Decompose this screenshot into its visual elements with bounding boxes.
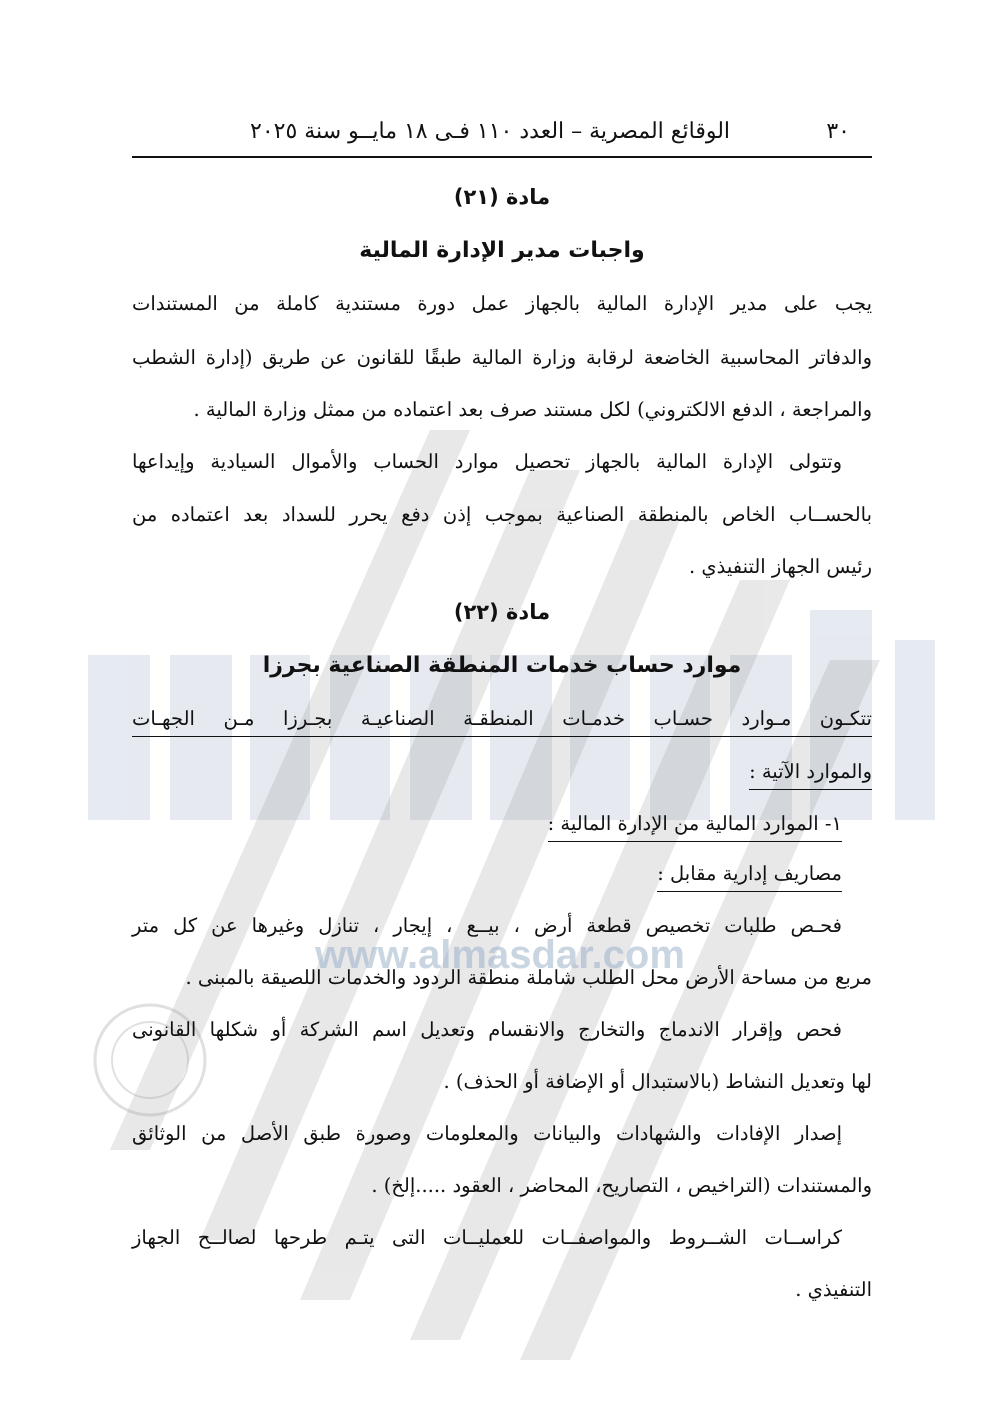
item-1-heading: ١- الموارد المالية من الإدارة المالية : <box>548 812 842 842</box>
article-21-line: وتتولى الإدارة المالية بالجهاز تحصيل موارد الحساب والأموال السيادية وإيداعها <box>132 450 842 473</box>
article-21-line: بالحســاب الخاص بالمنطقة الصناعية بموجب إذن دفع يحرر للسداد بعد اعتماده من <box>132 503 872 526</box>
article-22-line: مربع من مساحة الأرض محل الطلب شاملة منطقة الردود والخدمات اللصيقة بالمبنى . <box>185 966 872 989</box>
article-22-line: التنفيذي . <box>795 1278 872 1301</box>
article-22-line: فحـص طلبات تخصيص قطعة أرض ، بيــع ، إيجار ، تنازل وغيرها عن كل متر <box>132 914 842 937</box>
article-22-intro-line: تتكـون مـوارد حسـاب خدمـات المنطقـة الصناعيـة بجـرزا مـن الجهـات <box>132 707 872 737</box>
article-22-intro-line-wrap <box>749 760 872 790</box>
article-22-number: مادة (٢٢) <box>453 600 551 624</box>
page-number: ٣٠ <box>826 119 850 144</box>
publication-title: الوقائع المصرية – العدد ١١٠ فـى ١٨ مايــو سنة ٢٠٢٥ <box>250 119 731 144</box>
article-22-intro-line: والموارد الآتية : <box>749 760 872 790</box>
sub-heading-wrap <box>657 862 842 892</box>
article-21-title: واجبات مدير الإدارة المالية <box>359 238 645 263</box>
article-21-number: مادة (٢١) <box>453 185 551 209</box>
admin-fees-heading: مصاريف إدارية مقابل : <box>657 862 842 892</box>
article-22-line: فحص وإقرار الاندماج والتخارج والانقسام وتعديل اسم الشركة أو شكلها القانونى <box>132 1018 842 1041</box>
watermark-url: www.almasdar.com <box>315 933 685 977</box>
page-header <box>132 112 872 158</box>
article-21-line: والدفاتر المحاسبية الخاضعة لرقابة وزارة المالية طبقًا للقانون عن طريق (إدارة الشطب <box>132 346 872 369</box>
article-22-line: كراســات الشــروط والمواصفــات للعمليــات التى يتـم طرحها لصالــح الجهاز <box>132 1226 842 1249</box>
article-21-line: رئيس الجهاز التنفيذي . <box>688 555 872 578</box>
article-22-line: إصدار الإفادات والشهادات والبيانات والمعلومات وصورة طبق الأصل من الوثائق <box>132 1122 842 1145</box>
article-21-line: والمراجعة ، الدفع الالكتروني) لكل مستند صرف بعد اعتماده من ممثل وزارة المالية . <box>193 398 872 421</box>
article-22-title: موارد حساب خدمات المنطقة الصناعية بجرزا <box>262 653 742 678</box>
article-21-line: يجب على مدير الإدارة المالية بالجهاز عمل دورة مستندية كاملة من المستندات <box>132 292 872 315</box>
item-1-wrap <box>548 812 842 842</box>
article-22-line: لها وتعديل النشاط (بالاستبدال أو الإضافة أو الحذف) . <box>443 1070 872 1093</box>
article-22-line: والمستندات (التراخيص ، التصاريح، المحاضر ، العقود .....إلخ) . <box>371 1174 872 1197</box>
